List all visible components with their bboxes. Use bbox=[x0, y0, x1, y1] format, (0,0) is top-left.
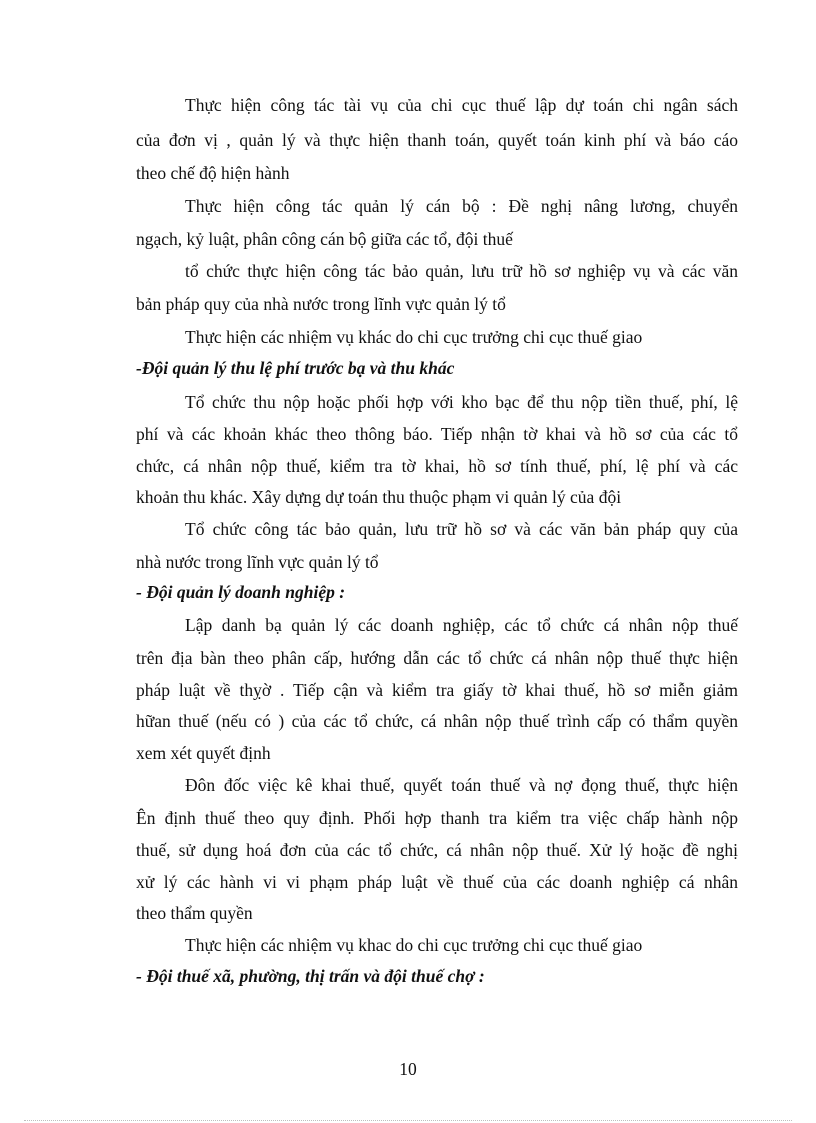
body-line: Tổ chức thu nộp hoặc phối hợp với kho bạc để thu nộp tiền thuế, phí, lệ bbox=[185, 392, 738, 412]
body-line: xem xét quyết định bbox=[136, 743, 271, 763]
body-line: hữan thuế (nếu có ) của các tổ chức, cá nhân nộp thuế trình cấp có thẩm quyền bbox=[136, 711, 738, 731]
body-line: của đơn vị , quản lý và thực hiện thanh toán, quyết toán kinh phí và báo cáo bbox=[136, 130, 738, 150]
body-line: Thực hiện các nhiệm vụ khac do chi cục trưởng chi cục thuế giao bbox=[185, 935, 643, 955]
body-line: bản pháp quy của nhà nước trong lĩnh vực quản lý tổ bbox=[136, 294, 506, 314]
body-line: chức, cá nhân nộp thuế, kiểm tra tờ khai, hồ sơ tính thuế, phí, lệ phí và các bbox=[136, 456, 738, 476]
body-line: trên địa bàn theo phân cấp, hướng dẫn các tổ chức cá nhân nộp thuế thực hiện bbox=[136, 648, 738, 668]
body-line: Đôn đốc việc kê khai thuế, quyết toán thuế và nợ đọng thuế, thực hiện bbox=[185, 775, 738, 795]
body-line: Lập danh bạ quản lý các doanh nghiệp, các tổ chức cá nhân nộp thuế bbox=[185, 615, 738, 635]
section-heading: - Đội thuế xã, phường, thị trấn và đội thuế chợ : bbox=[136, 966, 485, 986]
page-bottom-divider bbox=[24, 1120, 792, 1121]
section-heading: -Đội quản lý thu lệ phí trước bạ và thu khác bbox=[136, 358, 455, 378]
page-number: 10 bbox=[399, 1059, 417, 1079]
body-line: ngạch, kỷ luật, phân công cán bộ giữa các tổ, đội thuế bbox=[136, 229, 513, 249]
section-heading: - Đội quản lý doanh nghiệp : bbox=[136, 582, 346, 602]
body-line: Tổ chức công tác bảo quản, lưu trữ hồ sơ và các văn bản pháp quy của bbox=[185, 519, 738, 539]
body-line: khoản thu khác. Xây dựng dự toán thu thuộc phạm vi quản lý của đội bbox=[136, 487, 622, 507]
body-line: nhà nước trong lĩnh vực quản lý tổ bbox=[136, 552, 379, 572]
body-line: theo thẩm quyền bbox=[136, 903, 253, 923]
body-line: Thực hiện công tác tài vụ của chi cục thuế lập dự toán chi ngân sách bbox=[185, 95, 738, 115]
body-line: tổ chức thực hiện công tác bảo quản, lưu trữ hồ sơ nghiệp vụ và các văn bbox=[185, 261, 738, 281]
body-line: Thực hiện công tác quản lý cán bộ : Đề nghị nâng lương, chuyển bbox=[185, 196, 738, 216]
body-line: phí và các khoản khác theo thông báo. Tiếp nhận tờ khai và hồ sơ của các tổ bbox=[136, 424, 738, 444]
body-line: xử lý các hành vi vi phạm pháp luật về thuế của các doanh nghiệp cá nhân bbox=[136, 872, 738, 892]
body-line: thuế, sử dụng hoá đơn của các tổ chức, cá nhân nộp thuế. Xử lý hoặc đề nghị bbox=[136, 840, 738, 860]
body-line: theo chế độ hiện hành bbox=[136, 163, 290, 183]
body-line: pháp luật về thỵờ . Tiếp cận và kiểm tra giấy tờ khai thuế, hồ sơ miễn giảm bbox=[136, 680, 738, 700]
body-line: Ên định thuế theo quy định. Phối hợp thanh tra kiểm tra việc chấp hành nộp bbox=[136, 808, 738, 828]
body-line: Thực hiện các nhiệm vụ khác do chi cục trưởng chi cục thuế giao bbox=[185, 327, 643, 347]
